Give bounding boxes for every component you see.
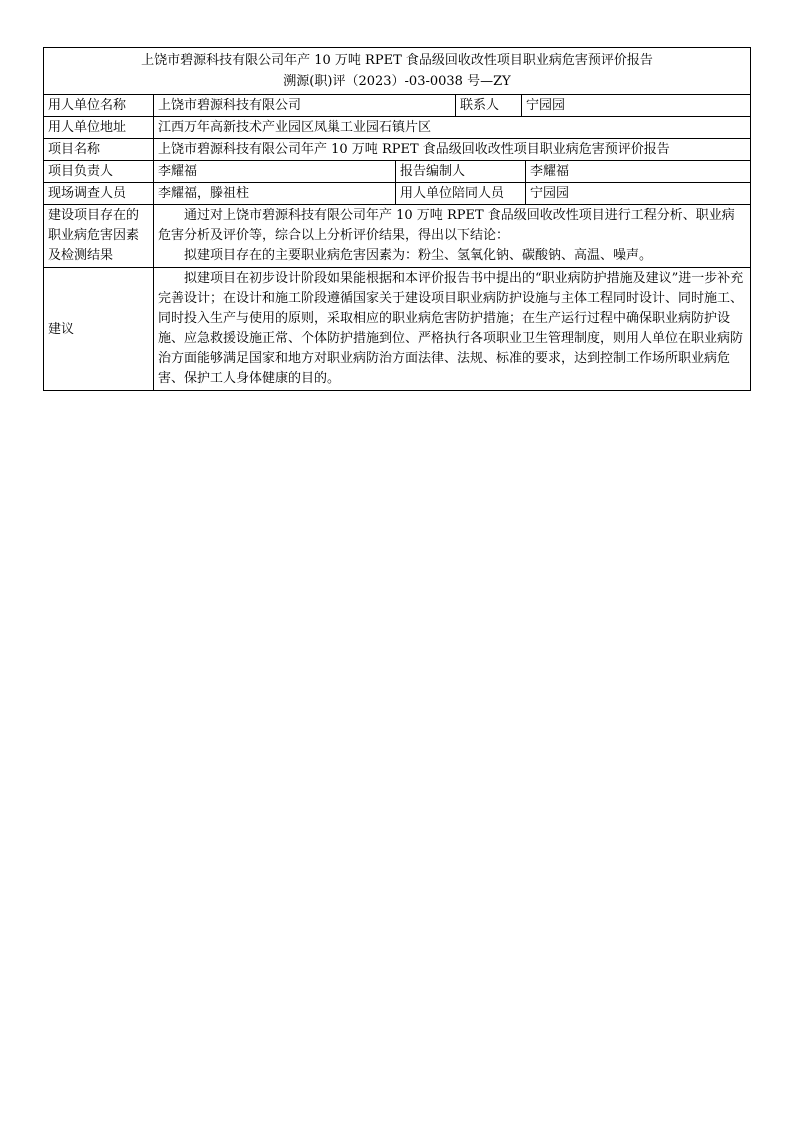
site-survey-row [44, 182, 750, 204]
suggestions-label-text: 建议 [48, 321, 75, 337]
report-author-value: 李耀福 [525, 161, 750, 182]
contact-value: 宁园园 [521, 95, 750, 116]
suggestions-content [153, 268, 750, 390]
unit-address-label: 用人单位地址 [48, 120, 127, 135]
hazards-label [44, 205, 153, 267]
unit-name-value: 上饶市碧源科技有限公司 [153, 95, 455, 116]
hazards-label-line3: 及检测结果 [48, 248, 114, 263]
site-survey-label: 现场调查人员 [48, 186, 127, 201]
hazards-conclusion-paragraph: 通过对上饶市碧源科技有限公司年产 10 万吨 RPET 食品级回收改性项目进行工程分析、职业病危害分析及评价等，综合以上分析评价结果，得出以下结论： [158, 208, 735, 243]
report-author-label: 报告编制人 [395, 161, 525, 182]
suggestions-label [44, 268, 153, 390]
project-name-row [44, 138, 750, 160]
report-title: 上饶市碧源科技有限公司年产 10 万吨 RPET 食品级回收改性项目职业病危害预评价报告 [141, 53, 653, 68]
unit-address-row [44, 116, 750, 138]
unit-name-row [44, 94, 750, 116]
project-lead-row [44, 160, 750, 182]
report-summary-table [43, 47, 751, 391]
project-lead-label: 项目负责人 [48, 164, 114, 179]
hazards-factors-paragraph: 拟建项目存在的主要职业病危害因素为：粉尘、氢氧化钠、碳酸钠、高温、噪声。 [184, 248, 653, 263]
unit-name-label: 用人单位名称 [48, 98, 127, 113]
unit-address-value: 江西万年高新技术产业园区凤巢工业园石镇片区 [153, 117, 750, 138]
contact-label: 联系人 [455, 95, 521, 116]
hazards-label-line1: 建设项目存在的 [48, 208, 140, 223]
project-lead-value: 李耀福 [153, 161, 395, 182]
report-number: 溯源(职)评（2023）-03-0038 号—ZY [283, 74, 511, 89]
project-name-value: 上饶市碧源科技有限公司年产 10 万吨 RPET 食品级回收改性项目职业病危害预评价报告 [153, 139, 750, 160]
project-name-label: 项目名称 [48, 142, 101, 157]
suggestions-paragraph: 拟建项目在初步设计阶段如果能根据和本评价报告书中提出的“职业病防护措施及建议”进一步补充完善设计；在设计和施工阶段遵循国家关于建设项目职业病防护设施与主体工程同时设计、同时施工、同时投入生产与使用的原则，采取相应的职业病危害防护措施；在生产运行过程中确保职业病防护设施、应急救援设施正常、个体防护措施到位、严格执行各项职业卫生管理制度，则用人单位在职业病防治方面能够满足国家和地方对职业病防治方面法律、法规、标准的要求，达到控制工作场所职业病危害、保护工人身体健康的目的。 [158, 271, 744, 386]
header-cell [44, 48, 750, 94]
hazards-row [44, 204, 750, 267]
site-survey-value: 李耀福，滕祖柱 [153, 183, 395, 204]
hazards-content [153, 205, 750, 267]
suggestions-row [44, 267, 750, 390]
escort-label: 用人单位陪同人员 [395, 183, 525, 204]
escort-value: 宁园园 [525, 183, 750, 204]
hazards-label-line2: 职业病危害因素 [48, 228, 140, 243]
header-row [44, 48, 750, 94]
